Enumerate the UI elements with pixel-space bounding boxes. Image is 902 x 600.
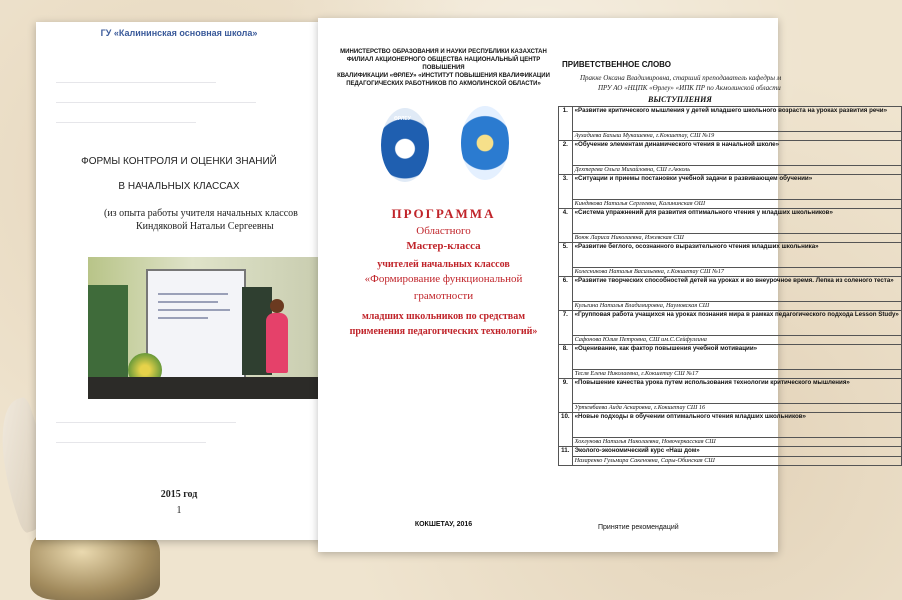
table-row xyxy=(559,132,902,141)
agenda-item-number: 7. xyxy=(559,311,573,345)
agenda-item-author: Тесля Елена Николаевна, г.Кокшетау СШ №17 xyxy=(572,370,901,379)
program-line3: учителей начальных классов xyxy=(377,259,510,270)
agenda-item-topic: «Оценивание, как фактор повышения учебной мотивации» xyxy=(572,345,901,370)
agenda-item-author: Киндякова Наталья Сергеевна, Калининская ОШ xyxy=(572,200,901,209)
agenda-item-topic: «Повышение качества урока путем использования технологии критического мышления» xyxy=(572,379,901,404)
program-line5: грамотности xyxy=(413,290,474,302)
program-heading: ПРОГРАММА xyxy=(391,206,496,221)
institute-logo-icon xyxy=(461,106,509,180)
table-row xyxy=(559,209,902,234)
greeting-speaker: Пракке Оксана Владимировна, старший преподаватель кафедры м xyxy=(580,74,782,82)
agenda-item-topic: Эколого-экономический курс «Наш дом» xyxy=(572,447,901,457)
agenda-item-author: Сафонова Юлия Петровна, СШ им.С.Сейфуллина xyxy=(572,336,901,345)
agenda-item-topic: «Развитие критического мышления у детей младшего школьного возраста на уроках развития речи» xyxy=(572,107,901,132)
agenda-item-number: 6. xyxy=(559,277,573,311)
recommendations-item: Принятие рекомендаций xyxy=(598,524,679,531)
program-cover xyxy=(336,28,551,542)
table-row xyxy=(559,336,902,345)
agenda-item-number: 10. xyxy=(559,413,573,447)
table-row xyxy=(559,302,902,311)
agenda-item-author: Назаренко Гульмира Сакеновна, Сары-Обинская СШ xyxy=(572,457,901,466)
table-row xyxy=(559,141,902,166)
table-row xyxy=(559,243,902,268)
table-row xyxy=(559,370,902,379)
experience-line2: Киндяковой Натальи Сергеевны xyxy=(136,221,274,232)
ministry-header: МИНИСТЕРСТВО ОБРАЗОВАНИЯ И НАУКИ РЕСПУБЛИКИ КАЗАХСТАН ФИЛИАЛ АКЦИОНЕРНОГО ОБЩЕСТВА НАЦИОНАЛЬНЫЙ ЦЕНТР ПОВЫШЕНИЯ КВАЛИФИКАЦИИ «ӨРЛЕУ» «ИНСТИТУТ ПОВЫШЕНИЯ КВАЛИФИКАЦИИ ПЕДАГОГИЧЕСКИХ РАБОТНИКОВ ПО АКМОЛИНСКОЙ ОБЛАСТИ» xyxy=(337,49,550,88)
agenda-item-author: Дехтерева Ольга Михайловна, СШ г.Акколь xyxy=(572,166,901,175)
table-row xyxy=(559,268,902,277)
table-row xyxy=(559,166,902,175)
page-number: 1 xyxy=(176,505,182,516)
agenda-item-number: 9. xyxy=(559,379,573,413)
table-row xyxy=(559,107,902,132)
agenda-item-topic: «Обучение элементам динамического чтения в начальной школе» xyxy=(572,141,901,166)
report-year: 2015 год xyxy=(160,489,198,500)
program-line4: «Формирование функциональной xyxy=(364,273,523,285)
agenda-item-author: Колесникова Наталья Васильевна, г.Кокшетау СШ №17 xyxy=(572,268,901,277)
agenda-item-number: 1. xyxy=(559,107,573,141)
table-row xyxy=(559,447,902,457)
agenda-item-topic: «Новые подходы в обучении оптимального чтения младших школьников» xyxy=(572,413,901,438)
table-row xyxy=(559,200,902,209)
agenda-table xyxy=(558,106,902,466)
experience-line1: (из опыта работы учителя начальных классов xyxy=(104,208,298,219)
table-row xyxy=(559,413,902,438)
agenda-item-author: Кульгина Наталья Владимировна, Наумовская СШ xyxy=(572,302,901,311)
school-name: ГУ «Калининская основная школа» xyxy=(100,28,258,38)
agenda-item-topic: «Групповая работа учащихся на уроках познания мира в рамках педагогического подхода Lesson Study» xyxy=(572,311,901,336)
agenda-item-author: Аухадиева Бахыш Мукашевна, г.Кокшетау, СШ №19 xyxy=(572,132,901,141)
agenda-item-number: 5. xyxy=(559,243,573,277)
agenda-item-topic: «Развитие творческих способностей детей на уроках и во внеурочное время. Лепка из соленого теста» xyxy=(572,277,901,302)
report-title-line2: В НАЧАЛЬНЫХ КЛАССАХ xyxy=(118,181,240,192)
agenda-item-topic: «Система упражнений для развития оптимального чтения у младших школьников» xyxy=(572,209,901,234)
agenda-item-author: Воюк Лариса Николаевна, Ижевская СШ xyxy=(572,234,901,243)
agenda-page xyxy=(558,30,899,540)
agenda-item-number: 8. xyxy=(559,345,573,379)
report-title-line1: ФОРМЫ КОНТРОЛЯ И ОЦЕНКИ ЗНАНИЙ xyxy=(81,156,277,167)
greeting-heading: ПРИВЕТСТВЕННОЕ СЛОВО xyxy=(562,60,671,69)
report-cover-page xyxy=(36,22,322,540)
agenda-item-number: 3. xyxy=(559,175,573,209)
table-row xyxy=(559,311,902,336)
program-line6: младших школьников по средствам xyxy=(361,311,526,322)
table-row xyxy=(559,234,902,243)
table-row xyxy=(559,277,902,302)
greeting-affiliation: ПРУ АО «НЦПК «Өрлеу» «ИПК ПР по Акмолинской области xyxy=(598,84,781,92)
agenda-item-topic: «Ситуации и приемы постановки учебной задачи в развивающем обучении» xyxy=(572,175,901,200)
table-row xyxy=(559,404,902,413)
city-year: КОКШЕТАУ, 2016 xyxy=(414,521,473,528)
agenda-item-number: 11. xyxy=(559,447,573,466)
program-booklet xyxy=(318,18,899,552)
orleu-logo-icon: ӨРЛЕУ xyxy=(381,108,429,182)
agenda-item-author: Хохлунова Наталья Николаевна, Новочеркасская СШ xyxy=(572,438,901,447)
table-row xyxy=(559,438,902,447)
table-row xyxy=(559,175,902,200)
table-row xyxy=(559,345,902,370)
program-line2: Мастер-класса xyxy=(406,240,481,252)
program-line1: Областного xyxy=(416,225,471,237)
classroom-photo xyxy=(88,257,320,399)
program-line7: применения педагогических технологий» xyxy=(349,326,538,337)
table-row xyxy=(559,379,902,404)
agenda-item-number: 4. xyxy=(559,209,573,243)
agenda-item-author: Уртембаева Аида Аскаровна, г.Кокшетау СШ 16 xyxy=(572,404,901,413)
table-row xyxy=(559,457,902,466)
speeches-heading: ВЫСТУПЛЕНИЯ xyxy=(648,95,712,104)
agenda-item-topic: «Развитие беглого, осознанного выразительного чтения младших школьника» xyxy=(572,243,901,268)
agenda-item-number: 2. xyxy=(559,141,573,175)
